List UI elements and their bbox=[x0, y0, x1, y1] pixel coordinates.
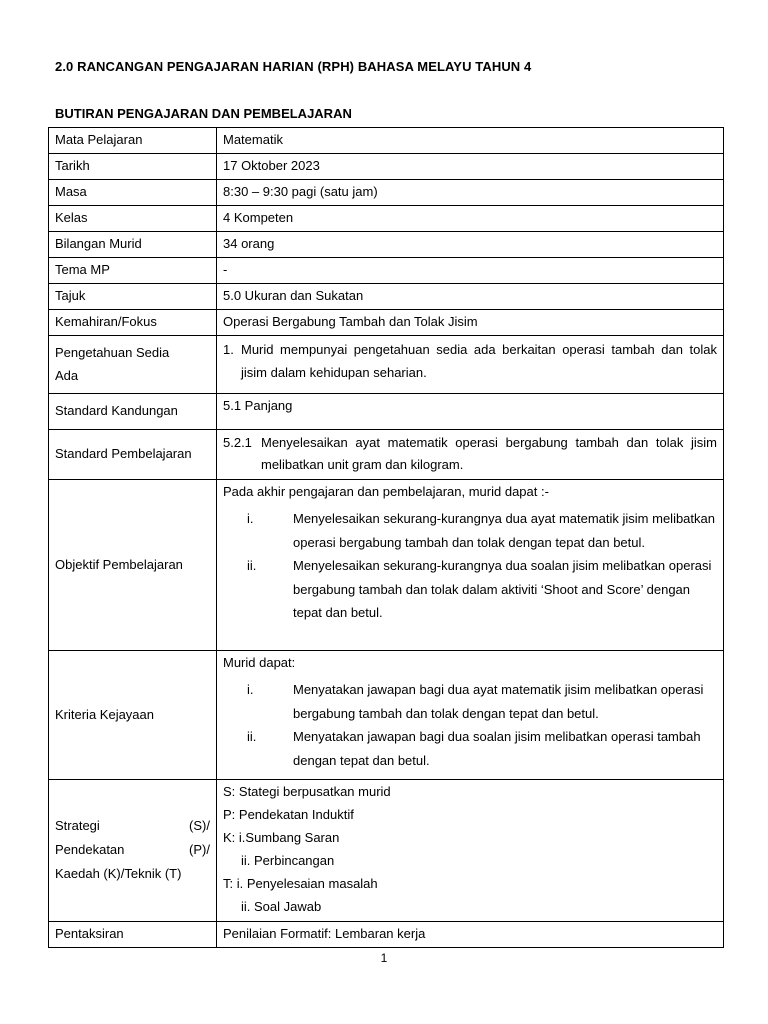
list-item bbox=[223, 725, 717, 772]
row-value-kemahiran: Operasi Bergabung Tambah dan Tolak Jisim bbox=[217, 310, 724, 336]
label-line: Pengetahuan Sedia bbox=[55, 345, 170, 360]
row-label-kriteria: Kriteria Kejayaan bbox=[49, 651, 217, 780]
row-value-tarikh: 17 Oktober 2023 bbox=[217, 154, 724, 180]
row-value-strategi bbox=[217, 780, 724, 922]
standard-text: Menyelesaikan ayat matematik operasi bergabung tambah dan tolak jisim melibatkan unit gram dan kilogram. bbox=[261, 435, 717, 472]
row-label-mata-pelajaran: Mata Pelajaran bbox=[49, 128, 217, 154]
standard-code: 5.2.1 bbox=[223, 435, 252, 450]
table-row bbox=[49, 206, 724, 232]
strategy-line: P: Pendekatan Induktif bbox=[223, 807, 354, 822]
strategy-line: T: i. Penyelesaian masalah bbox=[223, 876, 378, 891]
table-row bbox=[49, 310, 724, 336]
item-number: i. bbox=[247, 682, 254, 697]
row-label-bilangan-murid: Bilangan Murid bbox=[49, 232, 217, 258]
item-number: 1. bbox=[223, 342, 234, 357]
item-number: ii. bbox=[247, 558, 257, 573]
strategy-line: ii. Soal Jawab bbox=[241, 899, 322, 914]
list-item bbox=[223, 554, 717, 625]
row-label-masa: Masa bbox=[49, 180, 217, 206]
row-label-objektif: Objektif Pembelajaran bbox=[49, 480, 217, 651]
table-row bbox=[49, 128, 724, 154]
table-row bbox=[49, 394, 724, 430]
item-text: Menyelesaikan sekurang-kurangnya dua ayat matematik jisim melibatkan operasi bergabung tambah dan tolak dengan tepat dan betul. bbox=[293, 511, 715, 550]
row-label-pengetahuan bbox=[49, 336, 217, 394]
page-number: 1 bbox=[380, 951, 388, 965]
row-label-kemahiran: Kemahiran/Fokus bbox=[49, 310, 217, 336]
row-value-tema: - bbox=[217, 258, 724, 284]
row-label-tema: Tema MP bbox=[49, 258, 217, 284]
row-value-standard-kandungan: 5.1 Panjang bbox=[217, 394, 724, 430]
table-row bbox=[49, 430, 724, 480]
row-label-strategi bbox=[49, 780, 217, 922]
row-value-masa: 8:30 – 9:30 pagi (satu jam) bbox=[217, 180, 724, 206]
row-value-pentaksiran: Penilaian Formatif: Lembaran kerja bbox=[217, 922, 724, 948]
label-part: Strategi bbox=[55, 818, 100, 833]
table-row bbox=[49, 284, 724, 310]
row-label-tajuk: Tajuk bbox=[49, 284, 217, 310]
strategy-line: S: Stategi berpusatkan murid bbox=[223, 784, 391, 799]
row-label-kelas: Kelas bbox=[49, 206, 217, 232]
row-value-mata-pelajaran: Matematik bbox=[217, 128, 724, 154]
item-number: i. bbox=[247, 511, 254, 526]
objektif-intro: Pada akhir pengajaran dan pembelajaran, murid dapat :- bbox=[223, 484, 549, 499]
strategy-line: ii. Perbincangan bbox=[241, 853, 335, 868]
item-text: Menyatakan jawapan bagi dua ayat matematik jisim melibatkan operasi bergabung tambah dan tolak dengan tepat dan betul. bbox=[293, 682, 704, 721]
list-item bbox=[223, 507, 717, 554]
row-value-kelas: 4 Kompeten bbox=[217, 206, 724, 232]
table-row bbox=[49, 780, 724, 922]
row-label-pentaksiran: Pentaksiran bbox=[49, 922, 217, 948]
table-row bbox=[49, 651, 724, 780]
row-value-tajuk: 5.0 Ukuran dan Sukatan bbox=[217, 284, 724, 310]
row-value-standard-pembelajaran bbox=[217, 430, 724, 480]
row-value-kriteria bbox=[217, 651, 724, 780]
row-value-objektif bbox=[217, 480, 724, 651]
item-text: Menyatakan jawapan bagi dua soalan jisim melibatkan operasi tambah dengan tepat dan betul. bbox=[293, 729, 701, 768]
label-part: (S)/ bbox=[189, 818, 210, 833]
table-row bbox=[49, 258, 724, 284]
table-row bbox=[49, 154, 724, 180]
table-row bbox=[49, 232, 724, 258]
label-part: Kaedah (K)/Teknik (T) bbox=[55, 866, 182, 881]
row-label-standard-pembelajaran: Standard Pembelajaran bbox=[49, 430, 217, 480]
table-row bbox=[49, 336, 724, 394]
row-value-bilangan-murid: 34 orang bbox=[217, 232, 724, 258]
row-value-pengetahuan bbox=[217, 336, 724, 394]
label-part: Pendekatan bbox=[55, 842, 125, 857]
table-row bbox=[49, 180, 724, 206]
item-text: Murid mempunyai pengetahuan sedia ada berkaitan operasi tambah dan tolak jisim dalam kehidupan seharian. bbox=[241, 342, 717, 380]
label-line: Ada bbox=[55, 368, 79, 383]
table-row bbox=[49, 480, 724, 651]
document-title: 2.0 RANCANGAN PENGAJARAN HARIAN (RPH) BAHASA MELAYU TAHUN 4 bbox=[55, 59, 532, 74]
section-title: BUTIRAN PENGAJARAN DAN PEMBELAJARAN bbox=[55, 106, 352, 121]
kriteria-intro: Murid dapat: bbox=[223, 655, 296, 670]
list-item bbox=[223, 678, 717, 725]
strategy-line: K: i.Sumbang Saran bbox=[223, 830, 340, 845]
label-part: (P)/ bbox=[189, 842, 210, 857]
lesson-details-table bbox=[48, 127, 724, 948]
row-label-standard-kandungan: Standard Kandungan bbox=[49, 394, 217, 430]
row-label-tarikh: Tarikh bbox=[49, 154, 217, 180]
item-text: Menyelesaikan sekurang-kurangnya dua soalan jisim melibatkan operasi bergabung tambah dan tolak dalam aktiviti ‘Shoot and Score’ dengan tepat dan betul. bbox=[293, 558, 712, 620]
table-row bbox=[49, 922, 724, 948]
item-number: ii. bbox=[247, 729, 257, 744]
